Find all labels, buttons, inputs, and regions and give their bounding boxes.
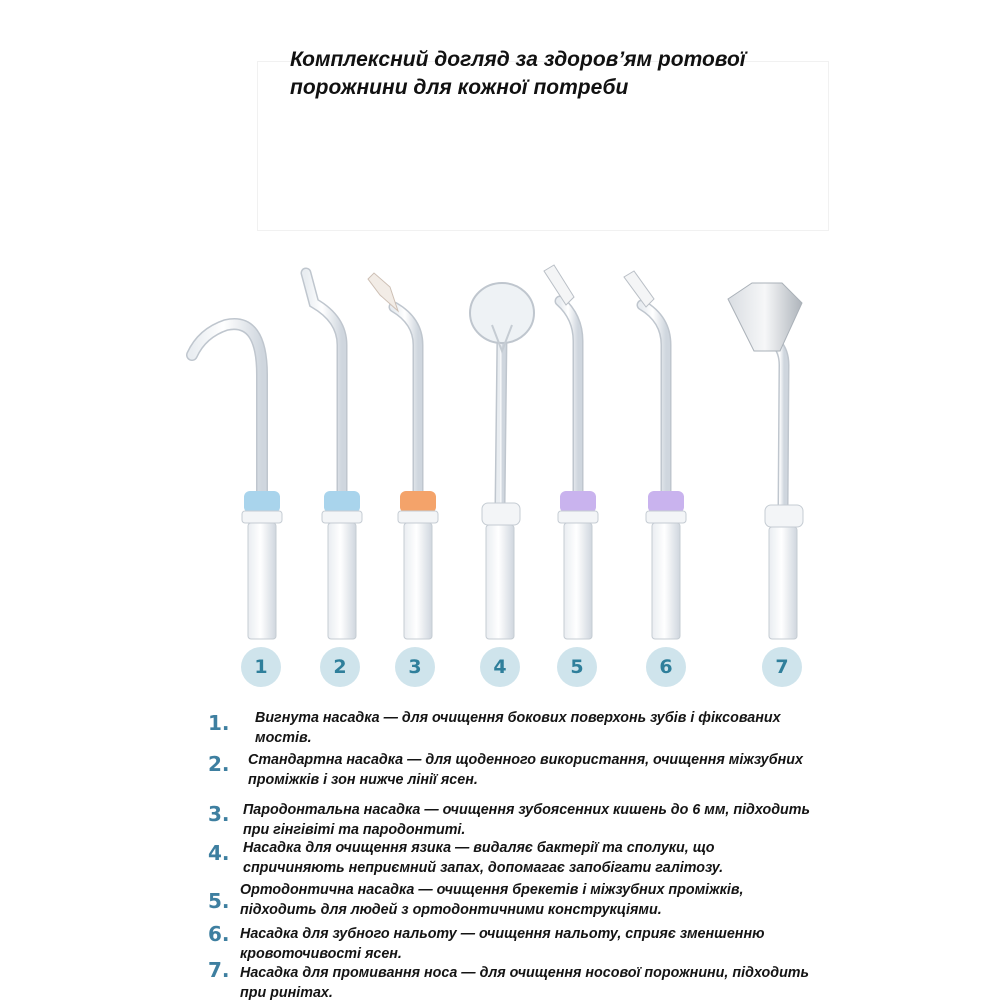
list-item-text: Насадка для промивання носа — для очищення носової порожнини, підходить при ринітах. [240,965,810,1001]
tip-badge-7: 7 [762,647,802,687]
list-item-text: Пародонтальна насадка — очищення зубоясенних кишень до 6 мм, підходить при гінгівіті та пародонтиті. [243,802,810,838]
tip-badge-1: 1 [241,647,281,687]
tip-badge-6: 6 [646,647,686,687]
list-item-text: Насадка для зубного нальоту — очищення нальоту, сприяє зменшенню кровоточивості ясен. [240,926,765,962]
tip-badge-4: 4 [480,647,520,687]
list-item-number: 7. [208,958,230,982]
list-item-number: 6. [208,922,230,946]
list-item-text: Стандартна насадка — для щоденного використання, очищення міжзубних проміжків і зон нижче лінії ясен. [248,752,803,788]
list-item-number: 5. [208,889,230,913]
list-item-number: 3. [208,802,230,826]
list-item-text: Вигнута насадка — для очищення бокових поверхонь зубів і фіксованих мостів. [255,710,781,746]
list-item-text: Насадка для очищення язика — видаляє бактерії та сполуки, що спричиняють неприємний запах, допомагає запобігати галітозу. [243,840,724,876]
tip-badge-5: 5 [557,647,597,687]
list-item-number: 4. [208,841,230,865]
list-item-number: 2. [208,752,230,776]
page-title: Комплексний догляд за здоров’ям ротової порожнини для кожної потреби [290,48,746,99]
list-item-text: Ортодонтична насадка — очищення брекетів і міжзубних проміжків, підходить для людей з ортодонтичними конструкціями. [240,882,744,918]
tip-badge-2: 2 [320,647,360,687]
list-item-number: 1. [208,711,230,735]
tip-badge-3: 3 [395,647,435,687]
